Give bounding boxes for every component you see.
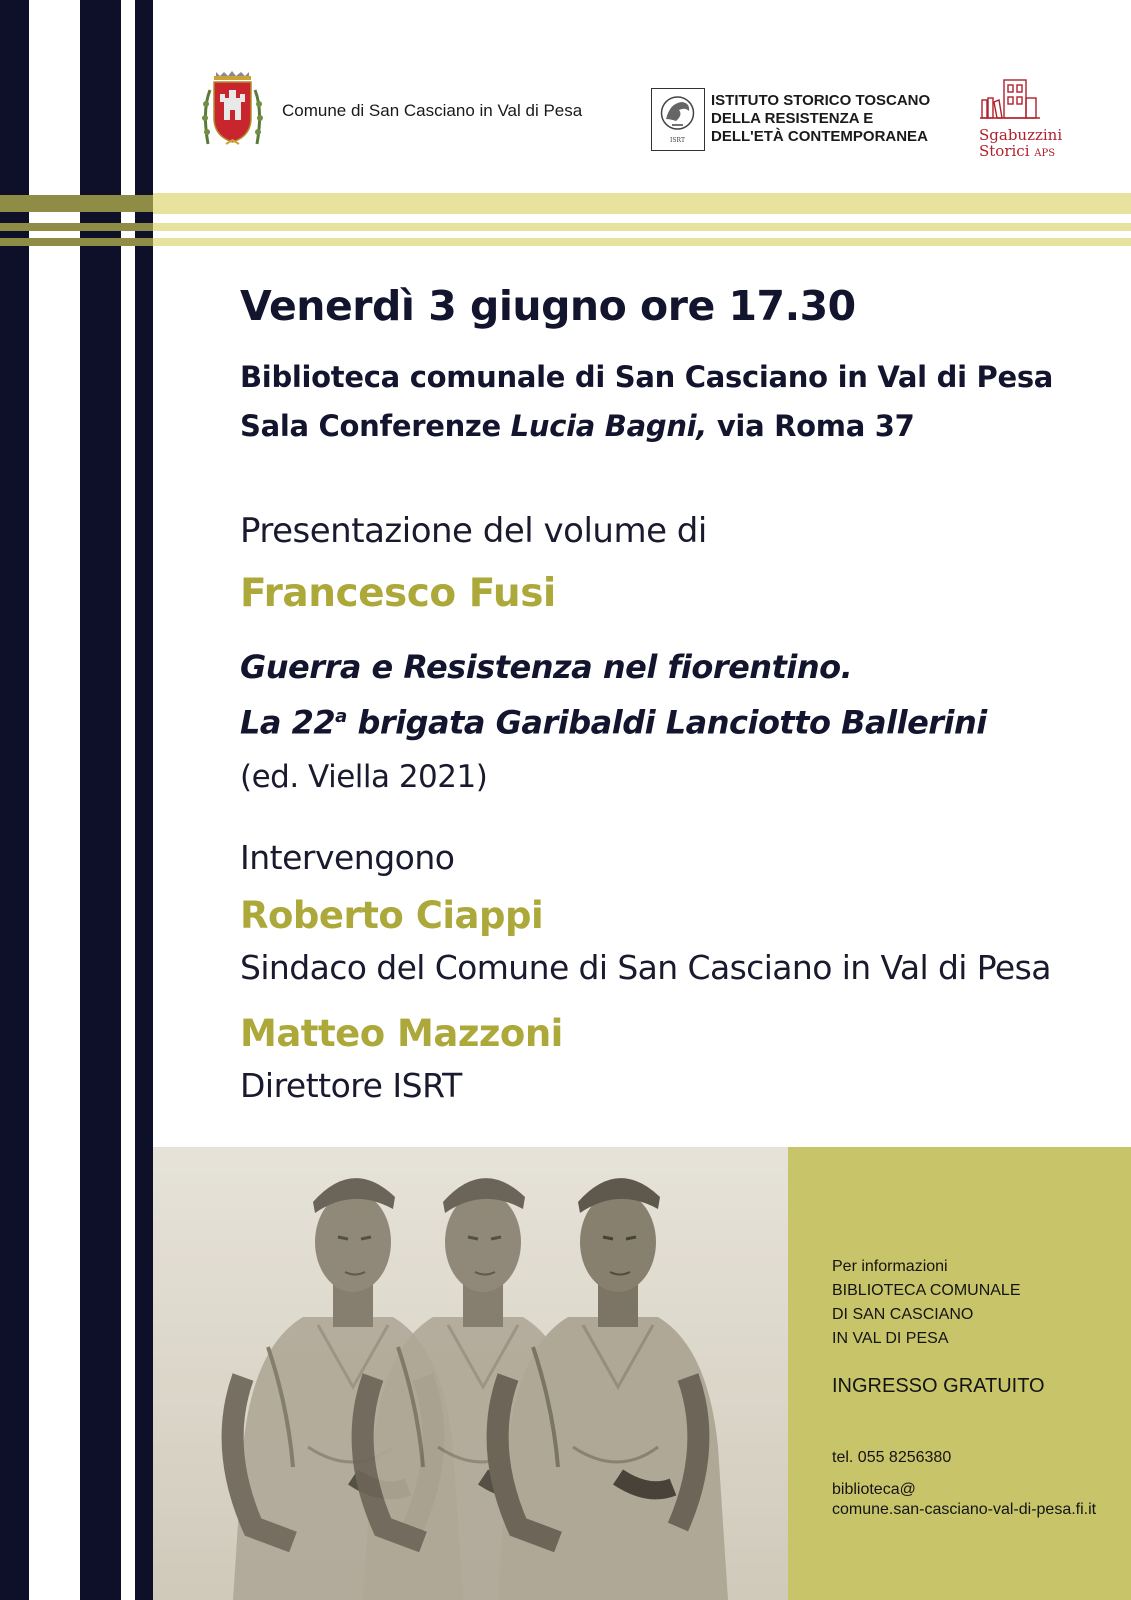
book-title-prefix: La 22 — [240, 703, 336, 742]
book-author: Francesco Fusi — [240, 571, 556, 616]
email-line: comune.san-casciano-val-di-pesa.fi.it — [832, 1501, 1097, 1518]
venue-hall-name: Lucia Bagni, — [510, 409, 708, 443]
speaker-name: Matteo Mazzoni — [240, 1012, 563, 1055]
phone-number: tel. 055 8256380 — [832, 1449, 952, 1466]
speaker-role: Direttore ISRT — [240, 1066, 462, 1105]
info-line: DI SAN CASCIANO — [832, 1306, 974, 1323]
book-title-suffix: brigata Garibaldi Lanciotto Ballerini — [346, 703, 987, 742]
sgabuzzini-storici-word: Storici — [979, 142, 1030, 160]
event-date: Venerdì 3 giugno ore 17.30 — [240, 282, 856, 330]
email-line: biblioteca@ — [832, 1481, 916, 1498]
book-title-superscript: a — [335, 706, 347, 727]
speakers-heading: Intervengono — [240, 838, 455, 877]
info-panel — [788, 1147, 1131, 1600]
isrt-name — [711, 92, 930, 146]
book-title-line — [240, 692, 987, 748]
venue-address: via Roma 37 — [707, 409, 915, 443]
venue-line: Biblioteca comunale di San Casciano in Val di Pesa — [240, 360, 1054, 394]
book-title — [240, 642, 987, 748]
isrt-name-line: DELL'ETÀ CONTEMPORANEA — [711, 128, 928, 145]
presentation-intro: Presentazione del volume di — [240, 511, 707, 551]
header-band — [153, 193, 1131, 214]
info-line: BIBLIOTECA COMUNALE — [832, 1282, 1021, 1299]
isrt-name-line: ISTITUTO STORICO TOSCANO — [711, 92, 931, 109]
free-entry: INGRESSO GRATUITO — [832, 1375, 1045, 1397]
header-band — [153, 238, 1131, 246]
isrt-emblem-icon — [652, 89, 703, 149]
venue-line — [240, 402, 1053, 451]
info-contact — [832, 1255, 1021, 1351]
venue-hall-prefix: Sala Conferenze — [240, 409, 511, 443]
event-venue — [240, 353, 1053, 451]
sgabuzzini-line — [979, 143, 1062, 162]
isrt-abbreviation: ISRT — [670, 137, 685, 144]
header-band — [0, 223, 153, 231]
sgabuzzini-aps: APS — [1034, 148, 1056, 159]
isrt-logo — [651, 88, 705, 151]
header-band — [0, 238, 153, 246]
info-line: Per informazioni — [832, 1258, 948, 1275]
comune-name: Comune di San Casciano in Val di Pesa — [282, 101, 583, 120]
speaker-role: Sindaco del Comune di San Casciano in Val di Pesa — [240, 948, 1051, 987]
book-edition: (ed. Viella 2021) — [240, 759, 488, 795]
info-line: IN VAL DI PESA — [832, 1330, 949, 1347]
email-address[interactable] — [832, 1480, 1096, 1520]
comune-coat-of-arms-logo — [200, 70, 265, 150]
speaker-name: Roberto Ciappi — [240, 894, 544, 937]
book-title-line: Guerra e Resistenza nel fiorentino. — [240, 648, 853, 686]
isrt-name-line: DELLA RESISTENZA E — [711, 110, 874, 127]
partisan-photo — [153, 1147, 788, 1600]
sgabuzzini-storici-name — [979, 127, 1062, 162]
header-band — [153, 223, 1131, 231]
sgabuzzini-line: Sgabuzzini — [979, 126, 1063, 144]
header-band — [0, 195, 153, 212]
